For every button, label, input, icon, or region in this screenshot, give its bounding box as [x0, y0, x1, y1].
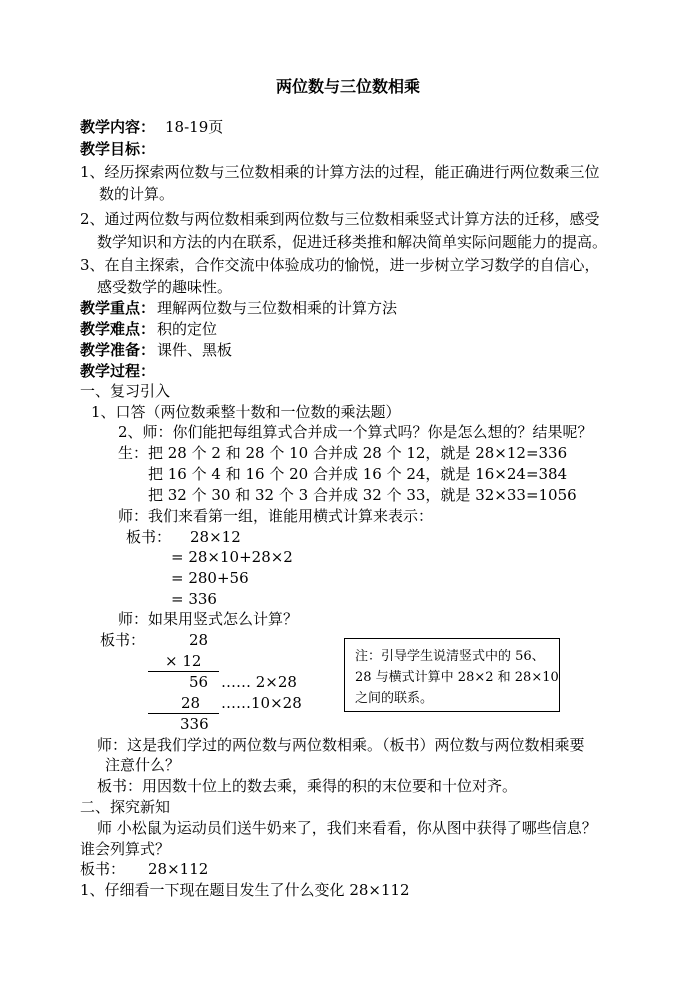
goal-1-line-2: 数的计算。 [99, 185, 175, 203]
prep-value: 课件、黑板 [157, 341, 233, 359]
board-1-line-1: 28×12 [190, 528, 241, 546]
key-point-value: 理解两位数与三位数相乘的计算方法 [157, 299, 398, 317]
goals-label: 教学目标： [80, 140, 156, 158]
note-line-1: 注：引导学生说清竖式中的 56、 [355, 649, 545, 664]
key-point-label: 教学重点： [80, 299, 156, 317]
s2-item-1: 1、仔细看一下现在题目发生了什么变化 28×112 [80, 881, 410, 899]
s1-summary-line-1: 师：这是我们学过的两位数与两位数相乘。（板书）两位数与两位数相乘要 [97, 736, 585, 754]
s1-answer-c: 把 32 个 30 和 32 个 3 合并成 32 个 33，就是 32×33=1056 [148, 486, 577, 504]
vertical-partial-1: 56 [189, 673, 209, 691]
content-value: 18-19页 [165, 118, 224, 136]
goal-2-line-2: 数学知识和方法的内在联系，促进迁移类推和解决简单实际问题能力的提高。 [97, 233, 608, 251]
board-2-label: 板书： [100, 631, 146, 649]
difficulty-label: 教学难点： [80, 320, 156, 338]
board-3-value: 28×112 [148, 860, 209, 878]
s1-summary-line-2: 注意什么？ [105, 756, 181, 774]
vertical-partial-2-note: ……10×28 [221, 694, 302, 712]
vertical-rule-1 [148, 671, 219, 672]
board-1-line-3: = 280+56 [171, 569, 249, 587]
s1-board-rule: 板书：用因数十位上的数去乘，乘得的积的末位要和十位对齐。 [97, 777, 518, 795]
vertical-partial-2: 28 [181, 694, 201, 712]
s2-teacher-line-1: 师 小松鼠为运动员们送牛奶来了，我们来看看，你从图中获得了哪些信息？ [97, 819, 597, 837]
board-1-label: 板书： [126, 528, 172, 546]
note-line-2: 28 与横式计算中 28×2 和 28×10 [355, 670, 559, 685]
goal-2-line-1: 2、通过两位数与两位数相乘到两位数与三位数相乘竖式计算方法的迁移，感受 [80, 210, 600, 228]
board-1-line-2: = 28×10+28×2 [171, 548, 293, 566]
board-3-label: 板书： [80, 860, 126, 878]
difficulty-value: 积的定位 [157, 320, 218, 338]
goal-3-line-2: 感受数学的趣味性。 [97, 278, 233, 296]
s1-item-1: 1、口答（两位数乘整十数和一位数的乘法题） [91, 403, 401, 421]
s1-teacher-line: 师：我们来看第一组，谁能用横式计算来表示： [118, 507, 434, 525]
vertical-multiplier: × 12 [165, 652, 202, 670]
goal-1-line-1: 1、经历探索两位数与三位数相乘的计算方法的过程，能正确进行两位数乘三位 [80, 163, 600, 181]
note-line-3: 之间的联系。 [355, 691, 434, 706]
board-1-line-4: = 336 [171, 590, 217, 608]
goal-3-line-1: 3、在自主探索，合作交流中体验成功的愉悦，进一步树立学习数学的自信心， [80, 256, 600, 274]
s1-answer-b: 把 16 个 4 和 16 个 20 合并成 16 个 24，就是 16×24=384 [148, 465, 568, 483]
vertical-top-number: 28 [189, 631, 209, 649]
s2-teacher-line-2: 谁会列算式？ [80, 840, 171, 858]
content-label: 教学内容： [80, 118, 156, 136]
vertical-rule-2 [148, 713, 219, 714]
page-title: 两位数与三位数相乘 [276, 77, 421, 96]
vertical-result: 336 [180, 715, 209, 733]
teaching-note-box [344, 638, 560, 712]
prep-label: 教学准备： [80, 341, 156, 359]
section-2-title: 二、探究新知 [80, 798, 171, 816]
section-1-title: 一、复习引入 [80, 382, 171, 400]
s1-item-2: 2、师：你们能把每组算式合并成一个算式吗？你是怎么想的？结果呢？ [118, 423, 593, 441]
process-label: 教学过程： [80, 362, 156, 380]
s1-answer-a: 生：把 28 个 2 和 28 个 10 合并成 28 个 12，就是 28×12=336 [118, 444, 568, 462]
s1-teacher-vertical: 师：如果用竖式怎么计算？ [118, 610, 299, 628]
vertical-partial-1-note: …… 2×28 [221, 673, 297, 691]
